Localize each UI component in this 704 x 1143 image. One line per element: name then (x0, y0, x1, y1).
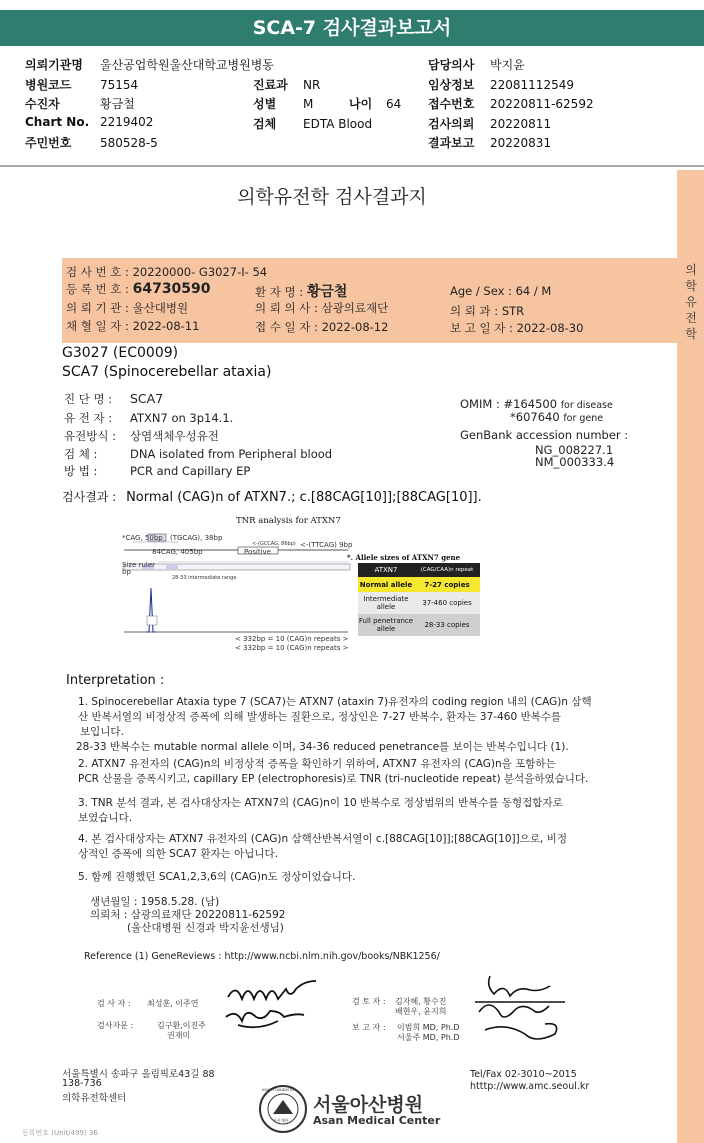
genbank-1: NG_008227.1 (535, 443, 614, 457)
reviewers-label: 검 토 자 : (352, 997, 386, 1006)
chart-value: 2219402 (100, 115, 154, 129)
reviewers-1: 김자혜, 황수진 (395, 997, 447, 1006)
request-line-2: (울산대병원 신경과 박지윤선생님) (127, 922, 284, 934)
interpretation-3 (78, 796, 618, 826)
testers: 최성훈, 이주연 (147, 999, 199, 1008)
hospital-name-ko: 서울아산병원 (313, 1094, 424, 1116)
request-label: 검사의뢰 (428, 117, 475, 131)
reviewer-signature (465, 968, 575, 1063)
genbank-label: GenBank accession number : (460, 428, 629, 442)
method: PCR and Capillary EP (130, 464, 251, 478)
interpretation-1 (78, 695, 618, 755)
hospital-name-en: Asan Medical Center (313, 1114, 441, 1127)
doc-title: 의학유전학 검사결과지 (237, 186, 427, 208)
address-1: 서울특별시 송파구 올림픽로43길 88 (62, 1069, 215, 1080)
age-label: 나이 (349, 97, 373, 111)
omim-disease: #164500 (503, 397, 558, 411)
side-label: 의학유전학 (685, 263, 697, 341)
dx: SCA7 (130, 391, 164, 406)
clinical-value: 22081112549 (490, 78, 574, 92)
doctor-value: 박지윤 (490, 58, 525, 72)
patient-name: 황금철 (306, 284, 348, 300)
exam-no-label: 검 사 번 호 : (66, 265, 129, 279)
fig-positive: Positive (244, 548, 271, 556)
interp-line: 3. TNR 분석 결과, 본 검사대상자는 ATXN7의 (CAG)n이 10 반복수로 정상범위의 반복수를 동형접합자로 (78, 797, 563, 809)
req-party: 삼광의료재단 (321, 301, 389, 315)
allele-copies: 28-33 copies (424, 621, 470, 629)
resident-value: 580528-5 (100, 136, 158, 150)
supervisors-label: 검사자문 : (97, 1021, 134, 1030)
allele-table-title: *. Allele sizes of ATXN7 gene (347, 553, 461, 562)
age-sex: 64 / M (515, 284, 552, 298)
req-dept-label: 의 뢰 과 : (450, 304, 499, 318)
receipt-label: 접수번호 (428, 97, 475, 111)
institution-value: 울산공업학원울산대학교병원병동 (100, 58, 274, 72)
req-party-label: 의 뢰 의 사 : (255, 301, 318, 315)
interp-line: 보입니다. (80, 726, 124, 738)
report-date: 2022-08-30 (516, 321, 584, 335)
test-name: SCA7 (Spinocerebellar ataxia) (62, 364, 272, 380)
allele-type: Intermediate allele (363, 595, 409, 611)
collect-date: 2022-08-11 (132, 319, 200, 333)
fig-size-ruler: Size ruler (122, 561, 156, 569)
sample-label: 검 체 : (64, 447, 98, 461)
seal-sub: 아산재단 (273, 1118, 289, 1123)
allele-type: Normal allele (359, 580, 413, 589)
testers-label: 검 사 자 : (97, 999, 131, 1008)
req-inst-label: 의 뢰 기 관 : (66, 301, 129, 315)
interpretation-title: Interpretation : (66, 673, 165, 688)
patient-name-label: 환 자 명 : (255, 285, 304, 299)
reference: Reference (1) GeneReviews : http://www.ncbi.nlm.nih.gov/books/NBK1256/ (84, 951, 440, 962)
receive-label: 접 수 일 자 : (255, 320, 318, 334)
tel-fax: Tel/Fax 02-3010~2015 (470, 1069, 577, 1080)
interpretation-5: 5. 함께 진행했던 SCA1,2,3,6의 (CAG)n도 정상이었습니다. (78, 871, 356, 883)
header-divider (0, 165, 704, 167)
inherit-label: 유전방식 : (64, 429, 116, 443)
patient-value: 황금철 (100, 97, 135, 111)
receipt-value: 20220811-62592 (490, 97, 594, 111)
exam-no: 20220000- G3027-I- 54 (132, 265, 268, 279)
allele-header-2: (CAG/CAA)n repeat (420, 567, 474, 573)
genbank-2: NM_000333.4 (535, 455, 615, 469)
omim-gene: *607640 (510, 410, 560, 424)
allele-header-1: ATXN7 (374, 566, 398, 574)
dept-label: 진료과 (253, 78, 288, 92)
doctor-label: 담당의사 (428, 58, 475, 72)
req-dept: STR (501, 304, 525, 318)
hospital-code-value: 75154 (100, 78, 139, 92)
interp-line: PCR 산물을 증폭시키고, capillary EP (electrophoresis)로 TNR (tri-nucleotide repeat) 분석을하였습니다. (78, 773, 589, 785)
omim-gene-note: for gene (563, 413, 604, 424)
allele-row (358, 614, 480, 636)
allele-copies: 7-27 copies (424, 580, 470, 589)
clinical-label: 임상정보 (428, 78, 475, 92)
address-3: 의학유전학센터 (62, 1093, 127, 1104)
address-2: 138-736 (62, 1078, 102, 1089)
inherit: 상염색체우성유전 (130, 429, 219, 443)
report-date-label: 결과보고 (428, 136, 475, 150)
footer-left: 등록번호 (Unit/499) 36 (22, 1129, 98, 1137)
interp-line: 1. Spinocerebellar Ataxia type 7 (SCA7)는 ATXN7 (ataxin 7)유전자의 coding region 내의 (CAG)n 삼핵 (78, 696, 592, 708)
chart-label: Chart No. (25, 115, 90, 129)
test-code: G3027 (EC0009) (62, 345, 179, 361)
reporter-label: 보 고 자 : (352, 1023, 386, 1032)
collect-label: 채 혈 일 자 : (66, 319, 129, 333)
supervisors-1: 김구환,이진주 (157, 1021, 206, 1030)
fig-anno-3: <-(TTCAG) 9bp (300, 541, 353, 549)
reviewers-2: 배현우, 윤지희 (395, 1007, 447, 1016)
gene-label: 유 전 자 : (64, 411, 113, 425)
req-inst: 울산대병원 (132, 301, 189, 315)
allele-copies: 37-460 copies (422, 599, 472, 607)
fig-anno-4: <-(GCCAG, 86bp) (252, 541, 296, 547)
fig-range: 28-33 intermediate range (172, 575, 237, 581)
sex-label: 성별 (253, 97, 277, 111)
website: htttp://www.amc.seoul.kr (470, 1081, 590, 1092)
birth-date: 생년월일 : 1958.5.28. (남) (90, 896, 220, 908)
omim-label: OMIM : (460, 397, 500, 411)
gene: ATXN7 on 3p14.1. (130, 411, 234, 425)
interp-line: 보였습니다. (78, 812, 133, 824)
interp-line: 2. ATXN7 유전자의 (CAG)n의 비정상적 증폭을 확인하기 위하여, ATXN7 유전자의 (CAG)n을 포함하는 (78, 758, 556, 770)
resident-label: 주민번호 (25, 136, 72, 150)
reg-no-label: 등 록 번 호 : (66, 282, 129, 296)
repeat-line-2: < 332bp = 10 (CAG)n repeats > (235, 644, 349, 652)
interp-line: 28-33 반복수는 mutable normal allele 이며, 34-36 reduced penetrance를 보이는 반복수입니다 (1). (76, 741, 569, 753)
allele-type: Full penetrance allele (358, 617, 414, 633)
hospital-code-label: 병원코드 (25, 78, 72, 92)
age-sex-label: Age / Sex : (450, 284, 512, 298)
allele-row (358, 577, 480, 592)
result-value: Normal (CAG)n of ATXN7.; c.[88CAG[10]];[88CAG[10]]. (126, 490, 482, 505)
receive-date: 2022-08-12 (321, 320, 389, 334)
reg-no: 64730590 (132, 281, 211, 297)
result-label: 검사결과 : (62, 490, 117, 504)
fig-anno-2: (TGCAG), 38bp (170, 534, 223, 542)
reporter-2: 서울주 MD, Ph.D (397, 1033, 460, 1042)
fig-anno-1: *CAG, 50bp (122, 534, 163, 542)
report-title: SCA-7 검사결과보고서 (0, 10, 704, 46)
method-label: 방 법 : (64, 464, 98, 478)
interp-line: 4. 본 검사대상자는 ATXN7 유전자의 (CAG)n 삼핵산반복서열이 c.[88CAG[10]];[88CAG[10]]으로, 비정 (78, 833, 567, 845)
dx-label: 진 단 명 : (64, 392, 113, 406)
interp-line: 상적인 증폭에 의한 SCA7 환자는 아닙니다. (78, 848, 279, 860)
patient-label: 수진자 (25, 97, 60, 111)
interpretation-4 (78, 832, 618, 862)
interp-line: 산 반복서열의 비정상적 증폭에 의해 발생하는 질환으로, 정상인은 7-27 반복수, 환자는 37-460 반복수를 (78, 711, 562, 723)
request-value: 20220811 (490, 117, 552, 131)
reporter-1: 이범희 MD, Ph.D (397, 1023, 460, 1032)
allele-row (358, 592, 480, 614)
allele-peak (124, 588, 348, 632)
interpretation-2 (78, 757, 618, 787)
institution-label: 의뢰기관명 (25, 58, 83, 72)
fig-anno-5: 84CAG, 405bp (152, 548, 203, 556)
seal-text: ASAN FOUNDATION (262, 1088, 297, 1092)
fig-bp: bp (122, 568, 131, 576)
specimen-value: EDTA Blood (303, 117, 373, 131)
sample: DNA isolated from Peripheral blood (130, 447, 333, 461)
omim-disease-note: for disease (560, 400, 613, 411)
repeat-line-1: < 332bp = 10 (CAG)n repeats > (235, 635, 349, 643)
report-date-value: 20220831 (490, 136, 552, 150)
tester-signature (218, 975, 333, 1040)
dept-value: NR (303, 78, 321, 92)
age-value: 64 (386, 97, 402, 111)
supervisors-2: 권재미 (167, 1031, 191, 1040)
allele-table (358, 563, 480, 636)
figure-title: TNR analysis for ATXN7 (236, 516, 341, 526)
specimen-label: 검체 (253, 117, 277, 131)
request-line: 의뢰처 : 삼광의료재단 20220811-62592 (90, 909, 286, 921)
report-label: 보 고 일 자 : (450, 321, 513, 335)
sex-value: M (303, 97, 314, 111)
